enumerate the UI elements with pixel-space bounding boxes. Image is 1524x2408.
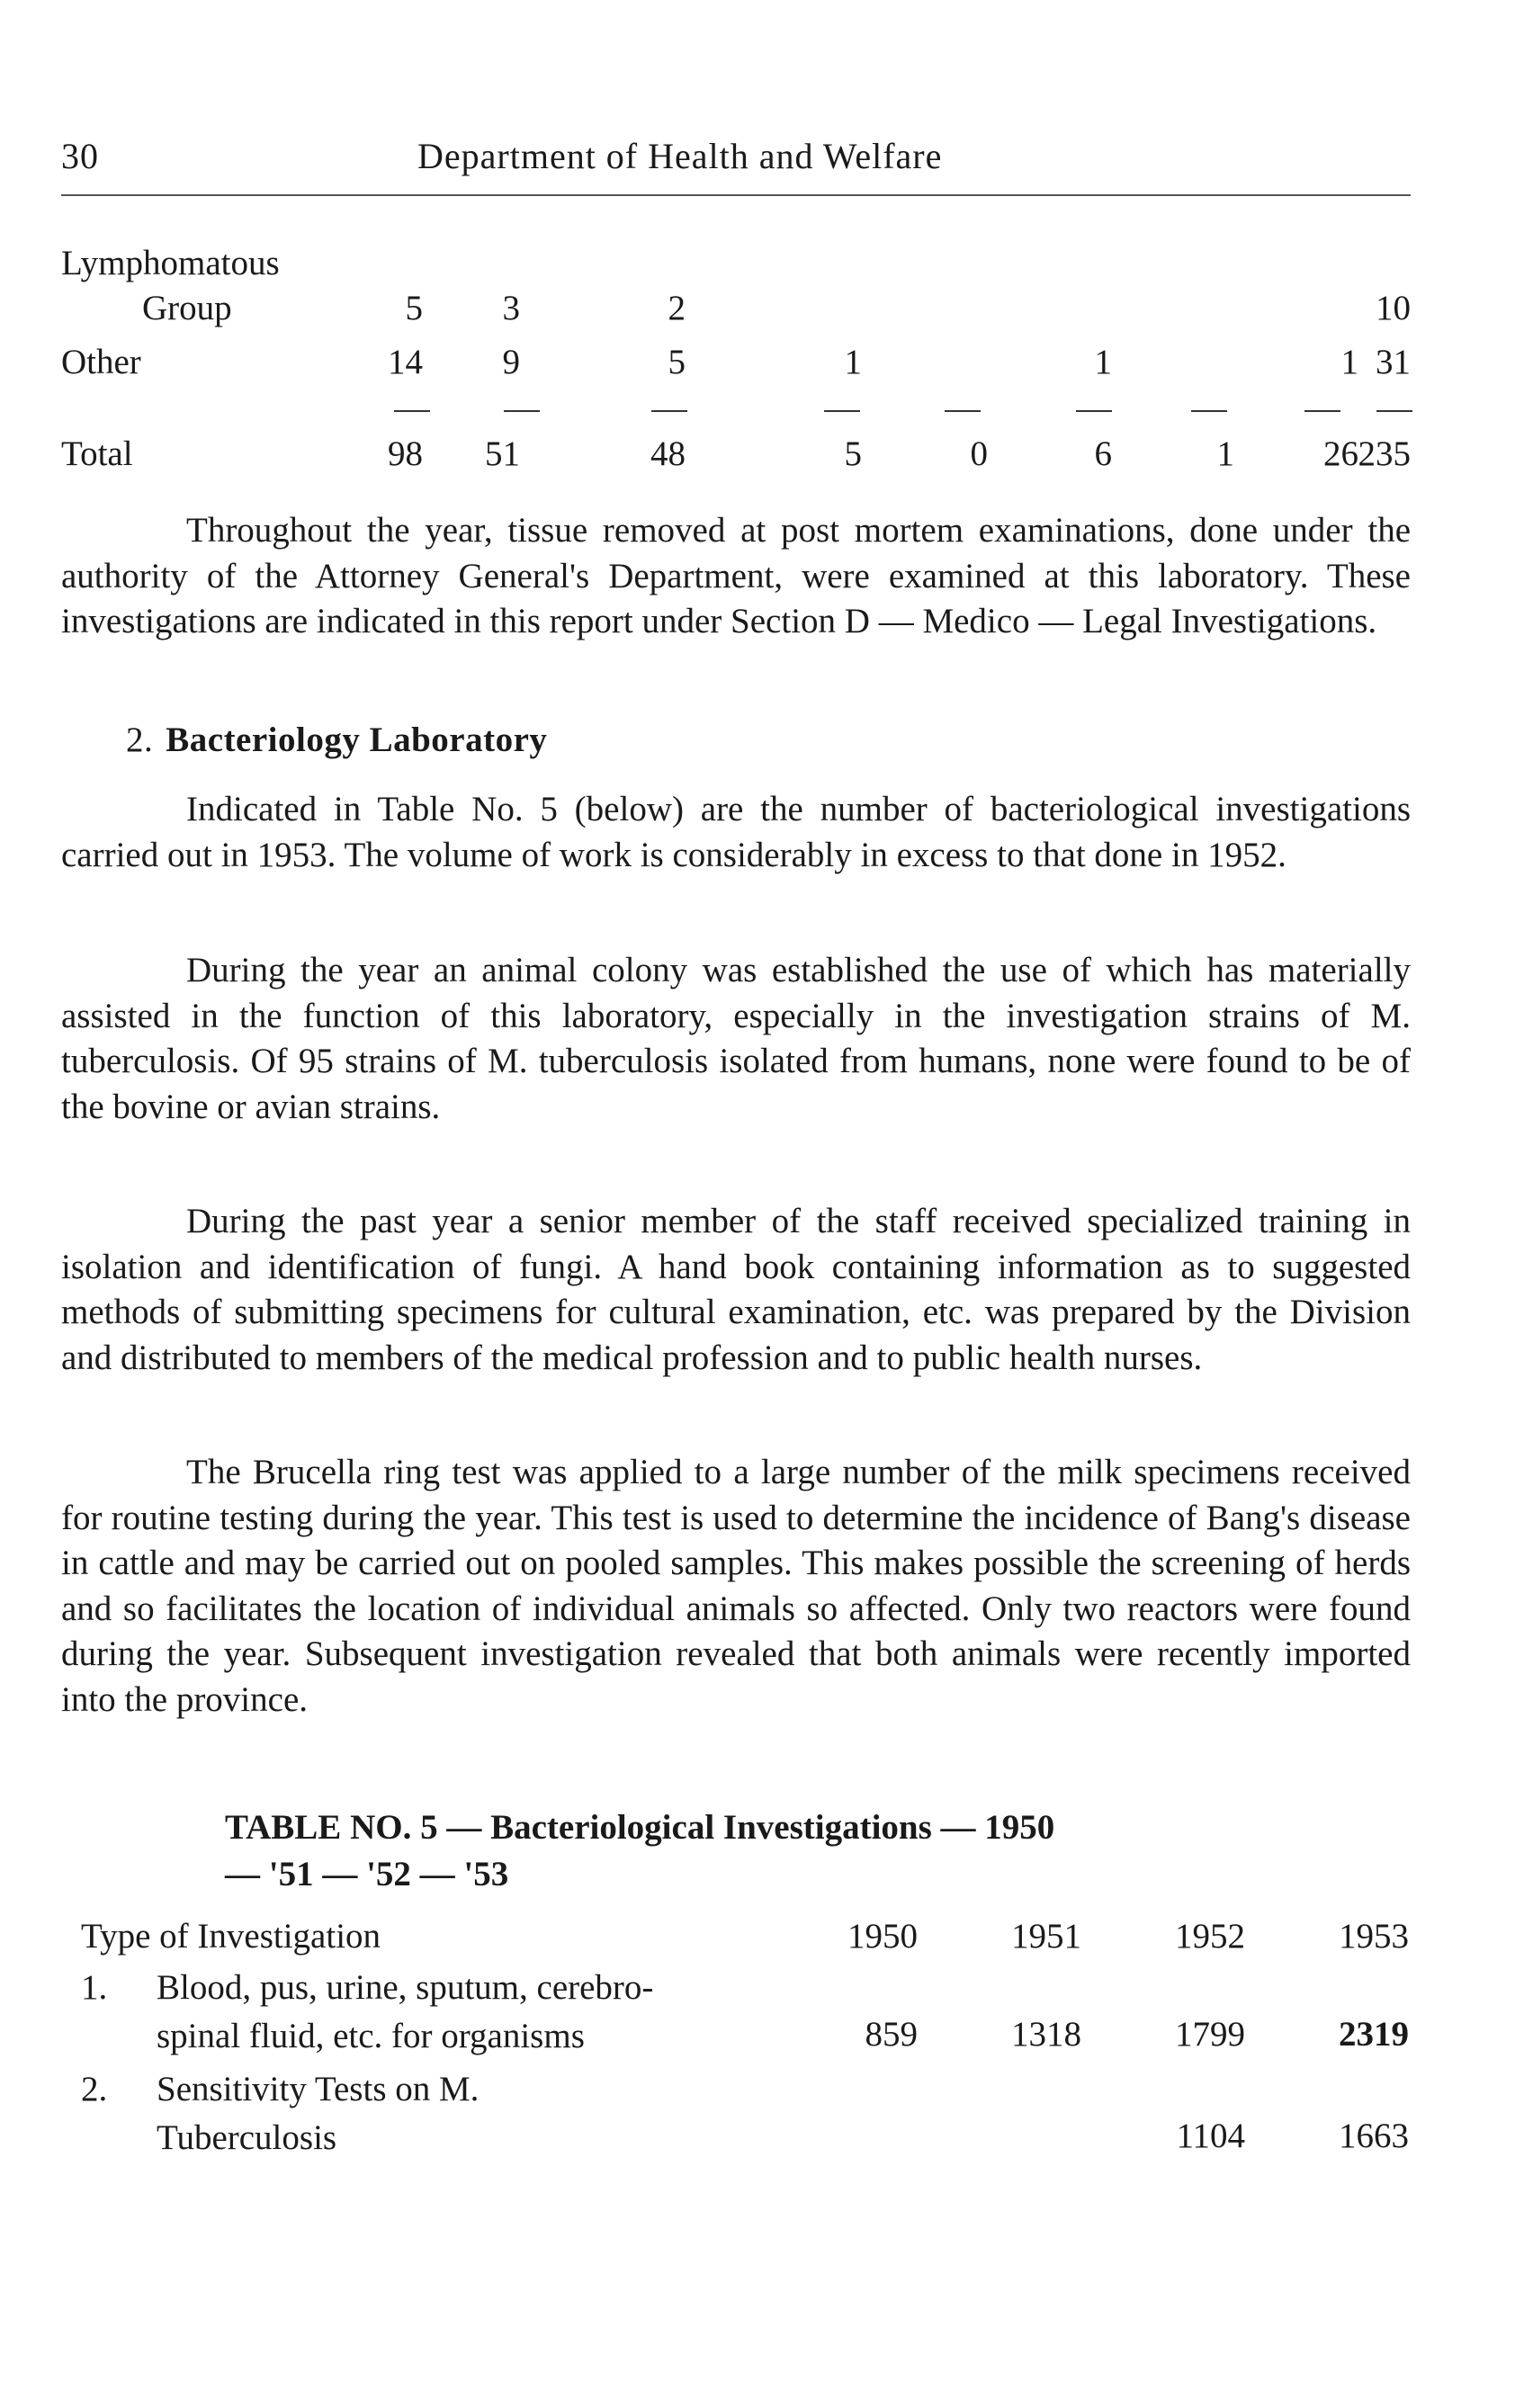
row-label: Total xyxy=(61,434,133,473)
table-row xyxy=(61,288,1411,333)
table-cell: 5 xyxy=(405,289,423,327)
table-cell: 3 xyxy=(502,289,520,327)
sum-dash xyxy=(1304,410,1340,412)
table-cell: 1 xyxy=(1094,343,1112,381)
table-cell: 14 xyxy=(388,343,423,381)
table-cell: 1 xyxy=(1216,434,1234,473)
row-label xyxy=(157,2065,876,2162)
table-row xyxy=(61,342,1411,387)
table-cell: 98 xyxy=(388,434,423,473)
sum-dash xyxy=(1076,410,1112,412)
table-cell: 2319 xyxy=(1339,2015,1409,2054)
table-cell: 31 xyxy=(1376,343,1411,381)
table-cell: 1799 xyxy=(1175,2015,1245,2054)
row-label: Group xyxy=(142,289,232,327)
section-heading xyxy=(126,720,547,760)
table-cell: 26 xyxy=(1323,434,1358,473)
table-cell: 10 xyxy=(1376,289,1411,327)
table-cell: 859 xyxy=(865,2015,918,2054)
row-label: Lymphomatous xyxy=(61,244,280,282)
sum-dash xyxy=(1191,410,1227,412)
table-cell: 0 xyxy=(970,434,988,473)
column-header: 1950 xyxy=(847,1917,918,1956)
sum-dash xyxy=(824,410,860,412)
header-rule xyxy=(61,194,1411,196)
row-label xyxy=(157,1964,876,2061)
section-title: Bacteriology Laboratory xyxy=(166,721,548,759)
paragraph: Throughout the year, tissue removed at post mortem examinations, done under the authority of the Attorney General's Department, were examined at this laboratory. These investigations are indicated in this report under Section D — Medico — Legal Investigations. xyxy=(61,511,1411,640)
table-cell: 2 xyxy=(668,289,686,327)
table-title xyxy=(225,1804,1304,1898)
table-header-row xyxy=(81,1916,1411,1965)
table-row xyxy=(61,243,1411,288)
column-header: Type of Investigation xyxy=(81,1917,381,1956)
table-cell: 1104 xyxy=(1176,2117,1245,2155)
table-title-line: TABLE NO. 5 — Bacteriological Investigations — 1950 xyxy=(225,1808,1055,1847)
paragraph: During the year an animal colony was established the use of which has materially assisted in the function of this laboratory, especially in the investigation strains of M. tuberculosis. Of 95 strains of M. tuberculosis isolated from humans, none were found to be of the bovine or avian strains. xyxy=(61,951,1411,1126)
table-row-total xyxy=(61,434,1411,479)
row-label: Other xyxy=(61,343,141,381)
paragraph: During the past year a senior member of the staff received specialized training in isolation and identification of fungi. A hand book containing information as to suggested methods of submitting specimens for cultural examination, etc. was prepared by the Division and distributed to members of the medical profession and to public health nurses. xyxy=(61,1202,1411,1377)
column-header: 1953 xyxy=(1339,1917,1409,1956)
row-label-line: spinal fluid, etc. for organisms xyxy=(157,2017,585,2055)
row-label-line: Tuberculosis xyxy=(157,2118,337,2157)
paragraph: Indicated in Table No. 5 (below) are the number of bacteriological investigations carried out in 1953. The volume of work is considerably in excess to that done in 1952. xyxy=(61,790,1411,874)
page-header xyxy=(61,135,1411,189)
sum-dash xyxy=(504,410,540,412)
column-header: 1951 xyxy=(1011,1917,1081,1956)
table-cell: 51 xyxy=(485,434,520,473)
column-header: 1952 xyxy=(1175,1917,1245,1956)
table-cell: 235 xyxy=(1358,434,1411,473)
table-cell: 1318 xyxy=(1011,2015,1081,2054)
running-title: Department of Health and Welfare xyxy=(417,136,943,176)
table-row xyxy=(81,2069,1411,2168)
page-number: 30 xyxy=(61,136,99,176)
sum-dash xyxy=(651,410,687,412)
table-cell: 48 xyxy=(650,434,686,473)
paragraph: The Brucella ring test was applied to a large number of the milk specimens received for routine testing during the year. This test is used to determine the incidence of Bang's disease in cattle and may be carried out on pooled samples. This makes possible the screening of herds and so facilitates the location of individual animals so affected. Only two reactors were found during the year. Subsequent investigation revealed that both animals were recently imported into the province. xyxy=(61,1453,1411,1719)
table-cell: 1 xyxy=(844,343,862,381)
table-cell: 5 xyxy=(844,434,862,473)
table-cell: 5 xyxy=(668,343,686,381)
sum-dash xyxy=(1376,410,1412,412)
row-number: 1. xyxy=(81,1968,108,2007)
sum-dash xyxy=(394,410,430,412)
table-cell: 1 xyxy=(1340,343,1358,381)
sum-dash xyxy=(945,410,981,412)
table-cell: 1663 xyxy=(1339,2117,1409,2155)
row-label-line: Blood, pus, urine, sputum, cerebro- xyxy=(157,1968,654,2007)
row-label-line: Sensitivity Tests on M. xyxy=(157,2070,480,2108)
section-number: 2. xyxy=(126,721,154,759)
table-cell: 6 xyxy=(1094,434,1112,473)
row-number: 2. xyxy=(81,2070,108,2108)
table-title-line: — '51 — '52 — '53 xyxy=(225,1855,509,1893)
table-row xyxy=(81,1967,1411,2066)
table-cell: 9 xyxy=(502,343,520,381)
